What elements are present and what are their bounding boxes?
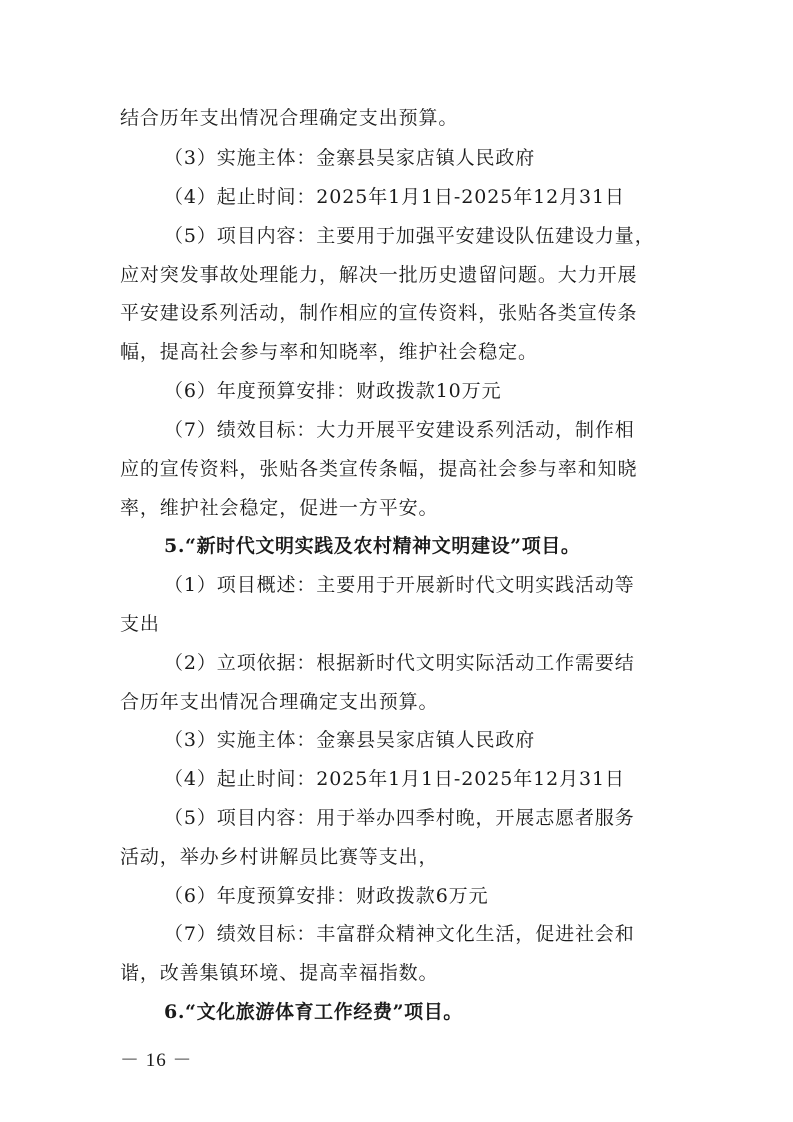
text-line: （7）绩效目标：丰富群众精神文化生活，促进社会和 [164,923,635,945]
text-line: （5）项目内容：主要用于加强平安建设队伍建设力量， [164,225,655,247]
text-line: 支出 [120,613,160,635]
text-line: 平安建设系列活动，制作相应的宣传资料，张贴各类宣传条 [120,302,638,324]
section-heading: 5.“新时代文明实践及农村精神文明建设”项目。 [164,535,581,557]
text-line: （7）绩效目标：大力开展平安建设系列活动，制作相 [164,419,635,441]
text-line: （2）立项依据：根据新时代文明实际活动工作需要结 [164,652,635,674]
text-line: （1）项目概述：主要用于开展新时代文明实践活动等 [164,574,635,596]
page-number: － 16 － [120,1050,193,1071]
text-line: 幅，提高社会参与率和知晓率，维护社会稳定。 [120,341,538,363]
text-line: （4）起止时间：2025年1月1日-2025年12月31日 [164,186,625,208]
text-line: 应的宣传资料，张贴各类宣传条幅，提高社会参与率和知晓 [120,458,638,480]
text-line: 谐，改善集镇环境、提高幸福指数。 [120,962,439,984]
text-line: 合历年支出情况合理确定支出预算。 [120,691,439,713]
text-line: 结合历年支出情况合理确定支出预算。 [120,107,459,129]
text-line: 率，维护社会稳定，促进一方平安。 [120,497,439,519]
text-line: （6）年度预算安排：财政拨款10万元 [164,380,502,402]
text-line: 活动，举办乡村讲解员比赛等支出， [120,846,439,868]
text-line: 应对突发事故处理能力，解决一批历史遗留问题。大力开展 [120,264,638,286]
text-line: （3）实施主体：金寨县吴家店镇人民政府 [164,147,536,169]
text-line: （3）实施主体：金寨县吴家店镇人民政府 [164,729,536,751]
text-line: （4）起止时间：2025年1月1日-2025年12月31日 [164,768,625,790]
text-line: （5）项目内容：用于举办四季村晚，开展志愿者服务 [164,807,635,829]
section-heading: 6.“文化旅游体育工作经费”项目。 [164,1001,463,1023]
text-line: （6）年度预算安排：财政拨款6万元 [164,885,489,907]
